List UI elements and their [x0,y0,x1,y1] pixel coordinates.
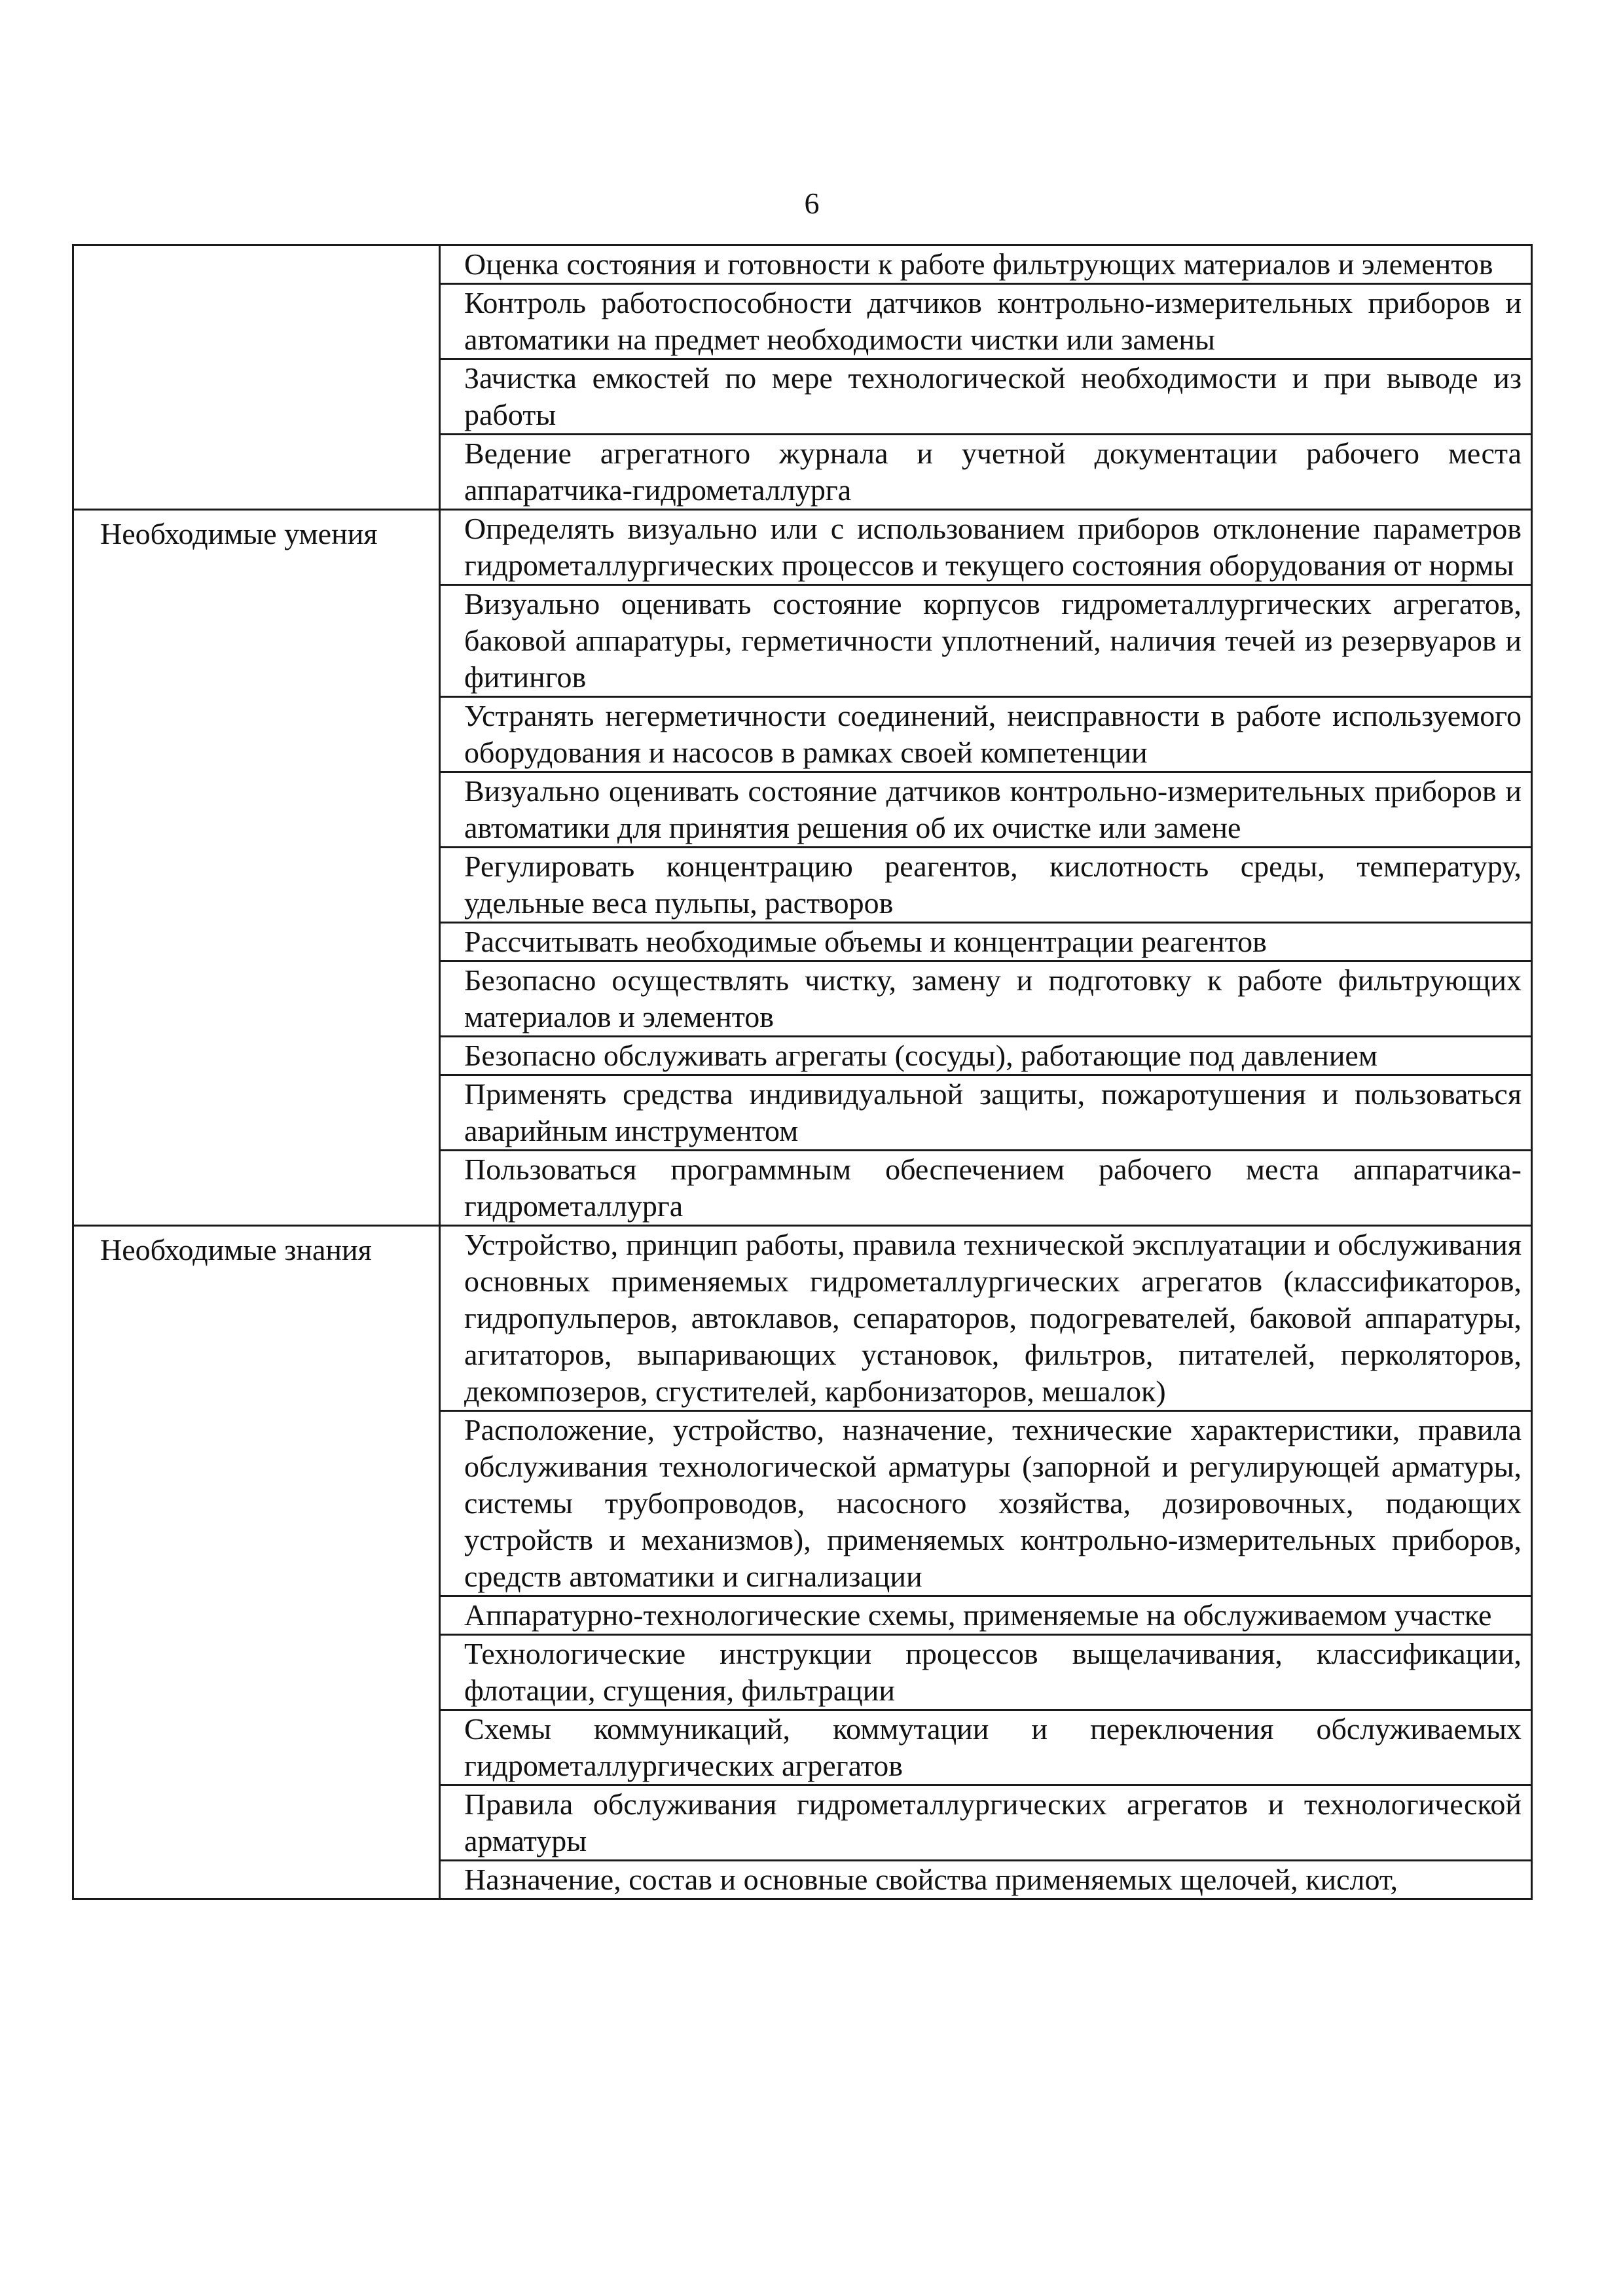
requirement-cell: Аппаратурно-технологические схемы, применяемые на обслуживаемом участке [440,1596,1532,1635]
category-cell: Необходимые знания [73,1226,440,1899]
requirements-table-body [73,245,1532,1899]
requirement-cell: Ведение агрегатного журнала и учетной документации рабочего места аппаратчика-гидрометаллурга [440,435,1532,510]
table-row [73,510,1532,585]
table-row [73,1226,1532,1411]
table-row [73,245,1532,284]
requirement-cell: Применять средства индивидуальной защиты, пожаротушения и пользоваться аварийным инструментом [440,1075,1532,1151]
category-cell: Необходимые умения [73,510,440,1226]
requirement-cell: Технологические инструкции процессов выщелачивания, классификации, флотации, сгущения, фильтрации [440,1635,1532,1710]
requirements-table [72,244,1533,1900]
requirement-cell: Визуально оценивать состояние корпусов гидрометаллургических агрегатов, баковой аппаратуры, герметичности уплотнений, наличия течей из резервуаров и фитингов [440,585,1532,697]
requirement-cell: Назначение, состав и основные свойства применяемых щелочей, кислот, [440,1861,1532,1899]
requirement-cell: Безопасно обслуживать агрегаты (сосуды), работающие под давлением [440,1037,1532,1075]
requirement-cell: Расположение, устройство, назначение, технические характеристики, правила обслуживания технологической арматуры (запорной и регулирующей арматуры, системы трубопроводов, насосного хозяйства, дозировочных, подающих устройств и механизмов), применяемых контрольно-измерительных приборов, средств автоматики и сигнализации [440,1411,1532,1596]
requirement-cell: Регулировать концентрацию реагентов, кислотность среды, температуру, удельные веса пульпы, растворов [440,848,1532,923]
requirement-cell: Устранять негерметичности соединений, неисправности в работе используемого оборудования и насосов в рамках своей компетенции [440,697,1532,772]
requirement-cell: Оценка состояния и готовности к работе фильтрующих материалов и элементов [440,245,1532,284]
requirement-cell: Пользоваться программным обеспечением рабочего места аппаратчика-гидрометаллурга [440,1151,1532,1226]
requirement-cell: Правила обслуживания гидрометаллургических агрегатов и технологической арматуры [440,1785,1532,1861]
category-cell [73,245,440,510]
requirement-cell: Устройство, принцип работы, правила технической эксплуатации и обслуживания основных применяемых гидрометаллургических агрегатов (классификаторов, гидропульперов, автоклавов, сепараторов, подогревателей, баковой аппаратуры, агитаторов, выпаривающих установок, фильтров, питателей, перколяторов, декомпозеров, сгустителей, карбонизаторов, мешалок) [440,1226,1532,1411]
requirement-cell: Рассчитывать необходимые объемы и концентрации реагентов [440,923,1532,961]
requirement-cell: Визуально оценивать состояние датчиков контрольно-измерительных приборов и автоматики для принятия решения об их очистке или замене [440,772,1532,848]
requirement-cell: Безопасно осуществлять чистку, замену и подготовку к работе фильтрующих материалов и элементов [440,961,1532,1037]
requirement-cell: Зачистка емкостей по мере технологической необходимости и при выводе из работы [440,359,1532,435]
requirement-cell: Схемы коммуникаций, коммутации и переключения обслуживаемых гидрометаллургических агрегатов [440,1710,1532,1785]
requirement-cell: Контроль работоспособности датчиков контрольно-измерительных приборов и автоматики на предмет необходимости чистки или замены [440,284,1532,359]
requirement-cell: Определять визуально или с использованием приборов отклонение параметров гидрометаллургических процессов и текущего состояния оборудования от нормы [440,510,1532,585]
page-number: 6 [804,187,820,220]
